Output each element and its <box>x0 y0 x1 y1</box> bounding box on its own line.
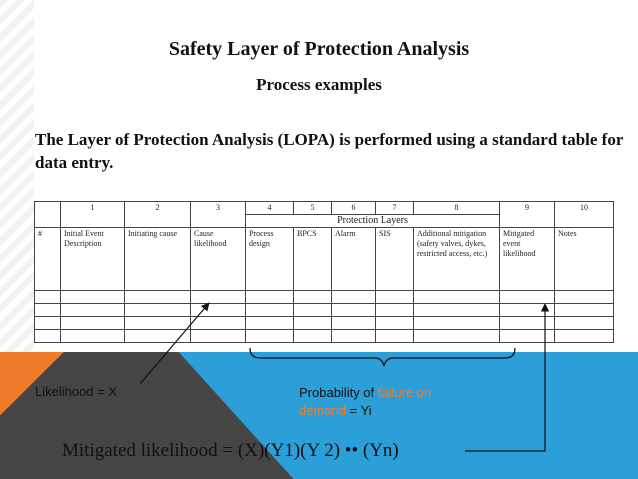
probability-label: Probability of failure on demand = Yi <box>299 385 432 418</box>
header-cell: BPCS <box>294 228 332 291</box>
likelihood-label: Likelihood = X <box>35 384 118 399</box>
header-cell: Process design <box>246 228 294 291</box>
protection-layers-label: Protection Layers <box>246 215 500 228</box>
slide-title: Safety Layer of Protection Analysis <box>168 38 470 60</box>
column-number: 7 <box>376 202 414 215</box>
header-cell: Initial Event Description <box>61 228 125 291</box>
header-cell: Initiating cause <box>125 228 191 291</box>
column-number: 8 <box>414 202 500 215</box>
header-cell: SIS <box>376 228 414 291</box>
column-number: 6 <box>332 202 376 215</box>
header-cell: Alarm <box>332 228 376 291</box>
column-number: 5 <box>294 202 332 215</box>
column-number: 3 <box>191 202 246 215</box>
column-number: 2 <box>125 202 191 215</box>
mitigated-likelihood-formula: Mitigated likelihood = (X)(Y1)(Y 2) •• (Yn) <box>62 440 399 461</box>
header-cell: Additional mitigation (safety valves, dykes, restricted access, etc.) <box>414 228 500 291</box>
intro-text: The Layer of Protection Analysis (LOPA) is performed using a standard table for data entry. <box>35 130 624 172</box>
slide-subtitle: Process examples <box>256 75 382 94</box>
header-cell: Notes <box>555 228 614 291</box>
column-number: 9 <box>500 202 555 215</box>
header-cell: Cause likelihood <box>191 228 246 291</box>
column-number: 10 <box>555 202 614 215</box>
column-number: 4 <box>246 202 294 215</box>
protection-brace <box>250 348 515 366</box>
mitigated-arrow <box>465 304 545 451</box>
column-number: 1 <box>61 202 125 215</box>
header-cell: # <box>35 228 61 291</box>
likelihood-arrow <box>140 303 209 384</box>
header-cell: Mitigated event likelihood <box>500 228 555 291</box>
